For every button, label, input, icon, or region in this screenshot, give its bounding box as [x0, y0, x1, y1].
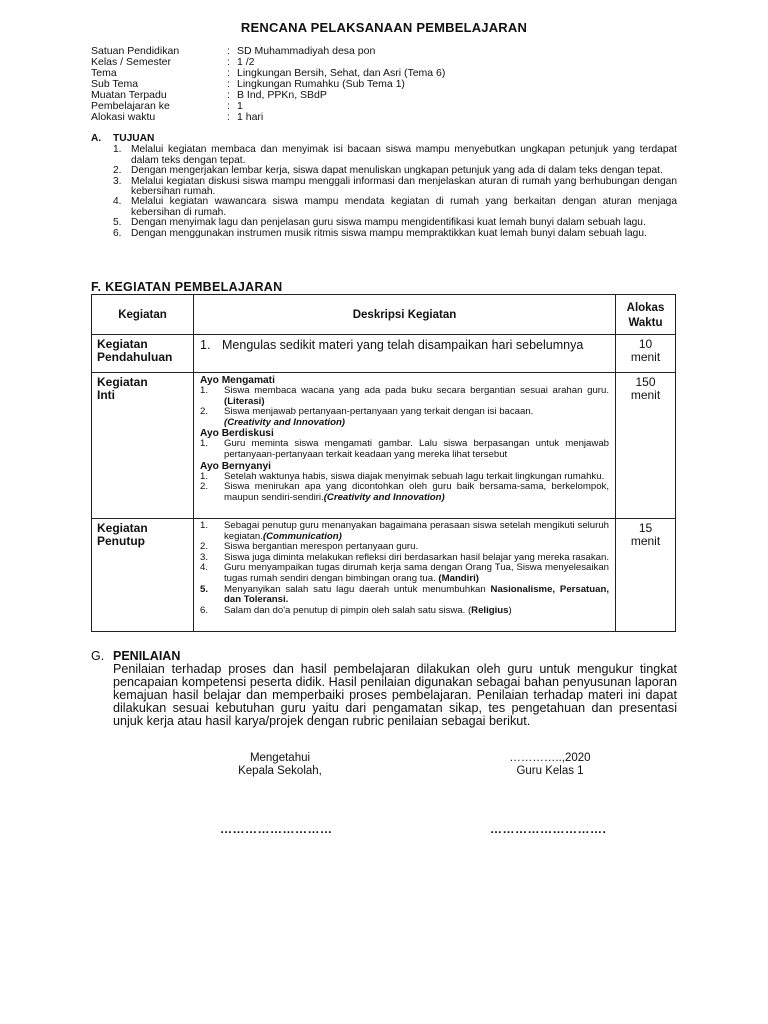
kegiatan-pendahuluan-label: Kegiatan Pendahuluan: [92, 335, 194, 373]
col-deskripsi-header: Deskripsi Kegiatan: [194, 295, 616, 335]
identity-label: Tema: [91, 67, 117, 79]
list-item: 1. Setelah waktunya habis, siswa diajak menyimak sebuah lagu terkait lingkungan rumahku.: [200, 470, 605, 482]
identity-row: Sub Tema : Lingkungan Rumahku (Sub Tema 1): [91, 78, 405, 90]
signature-kepala-sekolah: Mengetahui Kepala Sekolah,: [238, 752, 322, 777]
kegiatan-penutup-label: Kegiatan Penutup: [92, 519, 194, 632]
tujuan-list: [91, 145, 677, 239]
ayo-bernyanyi-heading: Ayo Bernyanyi: [200, 460, 271, 472]
penilaian-section: [91, 649, 677, 728]
penutup-waktu: 15 menit: [616, 519, 676, 632]
list-item: 4. Guru menyampaikan tugas dirumah kerja sama dengan Orang Tua, Siswa menyelesaikan tugas rumah sendiri dengan bimbingan orang tua. (Mandiri): [200, 562, 609, 584]
list-item: 4. Melalui kegiatan wawancara siswa mampu mendata kegiatan di rumah yang berkaitan dengan aturan menjaga kebersihan di rumah.: [113, 196, 677, 218]
identity-label: Sub Tema: [91, 78, 139, 90]
list-item: 2. Dengan mengerjakan lembar kerja, siswa dapat menuliskan ungkapan petunjuk yang ada di dalam teks dengan tepat.: [113, 165, 663, 177]
signature-line-right: ……………………….: [490, 822, 607, 836]
identity-value: 1 /2: [237, 56, 255, 68]
identity-value: B Ind, PPKn, SBdP: [237, 89, 327, 101]
inti-waktu: 150 menit: [616, 373, 676, 519]
list-item: 5. Dengan menyimak lagu dan penjelasan guru siswa mampu mengidentifikasi kuat lemah bunyi dalam sebuah lagu.: [113, 217, 646, 229]
penilaian-heading: G. PENILAIAN: [91, 649, 181, 663]
identity-value: Lingkungan Rumahku (Sub Tema 1): [237, 78, 405, 90]
list-item: 1. Sebagai penutup guru menanyakan bagaimana perasaan siswa setelah mengikuti seluruh kegiatan.(Communication): [200, 520, 609, 542]
penutup-list: [200, 521, 609, 616]
identity-row: Muatan Terpadu : B Ind, PPKn, SBdP: [91, 89, 327, 101]
identity-row: Kelas / Semester : 1 /2: [91, 56, 255, 68]
bernyanyi-list: [200, 472, 609, 504]
col-kegiatan-header: Kegiatan: [92, 295, 194, 335]
identity-label: Pembelajaran ke: [91, 100, 170, 112]
identity-row: Tema : Lingkungan Bersih, Sehat, dan Asri (Tema 6): [91, 67, 446, 79]
list-item: 2. Siswa menjawab pertanyaan-pertanyaan yang terkait dengan isi bacaan. (Creativity and Innovation): [200, 406, 534, 428]
list-item: 3. Melalui kegiatan diskusi siswa mampu menggali informasi dan menjelaskan aturan di rumah yang berhubungan dengan kebersihan rumah.: [113, 175, 677, 198]
identity-row: Pembelajaran ke : 1: [91, 100, 243, 112]
identity-value: 1 hari: [237, 111, 264, 123]
identity-label: Kelas / Semester: [91, 56, 171, 68]
ayo-mengamati-heading: Ayo Mengamati: [200, 375, 275, 386]
list-item: 2. Siswa bergantian merespon pertanyaan guru.: [200, 541, 419, 553]
signature-guru-kelas: …………..,2020 Guru Kelas 1: [509, 752, 591, 777]
signature-line-left: ………………………: [220, 822, 333, 836]
mengamati-list: [200, 386, 609, 428]
document-title: RENCANA PELAKSANAAN PEMBELAJARAN: [240, 20, 528, 35]
kegiatan-inti-label: Kegiatan Inti: [92, 373, 194, 519]
identity-value: Lingkungan Bersih, Sehat, dan Asri (Tema 6): [237, 67, 446, 79]
identity-value: 1: [237, 100, 243, 112]
identity-row: Alokasi waktu : 1 hari: [91, 111, 264, 123]
tujuan-section: [91, 134, 677, 239]
list-item: 5. Menyanyikan salah satu lagu daerah untuk menumbuhkan Nasionalisme, Persatuan, dan Toleransi.: [200, 583, 609, 606]
tujuan-heading: A. TUJUAN: [91, 133, 155, 144]
table-header-row: [92, 295, 676, 335]
identity-row: Satuan Pendidikan : SD Muhammadiyah desa pon: [91, 45, 376, 57]
identity-block: [91, 46, 445, 123]
pendahuluan-waktu: 10 menit: [616, 335, 676, 373]
table-row: [92, 335, 676, 373]
ayo-berdiskusi-heading: Ayo Berdiskusi: [200, 428, 274, 440]
identity-label: Muatan Terpadu: [91, 89, 167, 101]
penilaian-paragraph: Penilaian terhadap proses dan hasil pembelajaran dilakukan oleh guru untuk mengukur tingkat pencapaian kompetensi peserta didik. Hasil penilaian digunakan sebagai bahan penyusunan laporan kemajuan hasil belajar dan memperbaiki proses pembelajaran. Penilaian terhadap materi ini dapat dilakukan sesuai kebutuhan guru yaitu dari pengamatan sikap, tes pengetahuan dan presentasi unjuk kerja atau hasil karya/projek dengan rubric penilaian sebagai berikut.: [113, 662, 677, 729]
kegiatan-table: [91, 294, 676, 632]
kegiatan-heading: F. KEGIATAN PEMBELAJARAN: [91, 280, 283, 294]
list-item: 6. Salam dan do'a penutup di pimpin oleh salah satu siswa. (Religius): [200, 604, 512, 616]
list-item: 1. Melalui kegiatan membaca dan menyimak isi bacaan siswa mampu menyebutkan ungkapan petunjuk yang terdapat dalam teks dengan tepat.: [113, 144, 677, 166]
pendahuluan-description: 1. Mengulas sedikit materi yang telah disampaikan hari sebelumnya: [194, 335, 616, 373]
table-row: [92, 519, 676, 632]
table-row: [92, 373, 676, 519]
list-item: 3. Siswa juga diminta melakukan refleksi diri berdasarkan hasil belajar yang mereka rasakan.: [200, 551, 610, 563]
list-item: 1. Siswa membaca wacana yang ada pada buku secara bergantian sesuai arahan guru.(Literasi): [200, 385, 609, 407]
list-item: 6. Dengan menggunakan instrumen musik ritmis siswa mampu mempraktikkan kuat lemah bunyi dalam sebuah lagu.: [113, 227, 647, 239]
identity-label: Satuan Pendidikan: [91, 45, 180, 57]
penutup-description: [194, 519, 616, 632]
berdiskusi-list: [200, 439, 609, 460]
identity-value: SD Muhammadiyah desa pon: [237, 45, 376, 57]
col-waktu-header: Alokas Waktu: [616, 295, 676, 335]
list-item: 1. Guru meminta siswa mengamati gambar. Lalu siswa berpasangan untuk menjawab pertanyaan-pertanyaan terkait keadaan yang mereka lihat tersebut: [200, 438, 609, 460]
identity-label: Alokasi waktu: [91, 111, 156, 123]
list-item: 2. Siswa menirukan apa yang dicontohkan oleh guru baik bersama-sama, berkelompok, maupun sendiri-sendiri.(Creativity and Innovation): [200, 481, 609, 503]
inti-description: [194, 373, 616, 519]
